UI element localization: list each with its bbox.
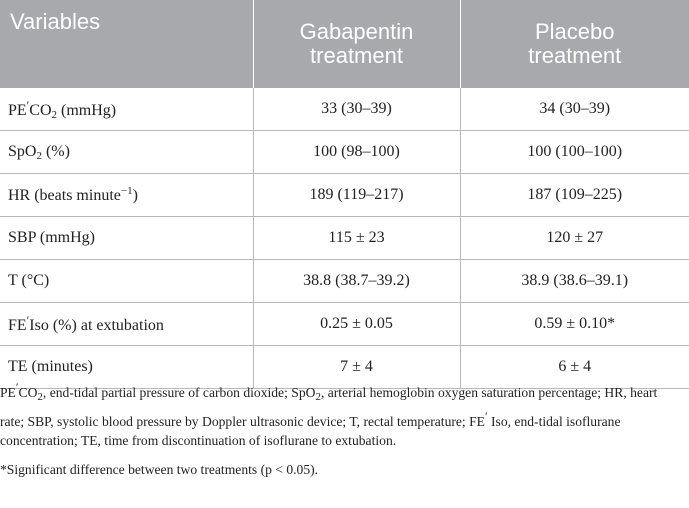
row-variable	[0, 88, 253, 131]
table-row	[0, 131, 689, 174]
row-variable: SBP (mmHg)	[0, 217, 253, 260]
variable-text: FE	[8, 317, 27, 334]
table-footnotes	[0, 378, 682, 479]
variable-text: PE	[8, 101, 27, 119]
variable-text: Iso (%) at extubation	[29, 317, 164, 334]
placebo-value: 100 (100–100)	[460, 131, 689, 174]
gabapentin-value: 115 ± 23	[253, 217, 460, 260]
table-row	[0, 174, 689, 217]
footnote-text: CO	[18, 385, 38, 400]
superscript: −1	[120, 185, 133, 197]
subscript: 2	[51, 108, 58, 121]
prime-mark: ′	[484, 409, 488, 423]
table-row	[0, 260, 689, 303]
header-placebo	[460, 0, 689, 88]
footnote-text: Iso, end-tidal isoflurane concentration; TE, time from discontinuation of isoflurane to extubation.	[0, 414, 621, 448]
gabapentin-value: 0.25 ± 0.05	[253, 303, 460, 346]
variable-text: CO	[29, 101, 52, 119]
header-row	[0, 0, 689, 88]
table-body	[0, 88, 689, 389]
header-gabapentin	[253, 0, 460, 88]
subscript: 2	[315, 391, 321, 403]
table-header	[0, 0, 689, 88]
subscript: 2	[37, 391, 43, 403]
footnote-text: , end-tidal partial pressure of carbon dioxide; SpO	[42, 385, 316, 400]
footnote-text: , arterial hemoglobin oxygen saturation percentage; HR, heart rate; SBP, systolic blood pressure by Doppler ultrasonic device; T, rectal temperature; FE	[0, 385, 658, 429]
abbreviations-note	[0, 378, 682, 450]
prime-mark: ′	[26, 97, 30, 112]
prime-mark: ′	[15, 380, 19, 394]
table-row	[0, 217, 689, 260]
row-variable: T (°C)	[0, 260, 253, 303]
header-gabapentin-line1: Gabapentin	[299, 19, 414, 44]
table-row	[0, 303, 689, 346]
variable-unit: (mmHg)	[57, 101, 117, 119]
placebo-value: 0.59 ± 0.10*	[460, 303, 689, 346]
placebo-value: 38.9 (38.6–39.1)	[460, 260, 689, 303]
variable-text: HR (beats minute	[8, 187, 121, 204]
variable-unit: (%)	[41, 142, 70, 160]
header-placebo-line1: Placebo	[534, 19, 615, 44]
row-variable	[0, 303, 253, 346]
gabapentin-value: 7 ± 4	[253, 346, 460, 389]
row-variable: TE (minutes)	[0, 346, 253, 389]
prime-mark: ′	[26, 313, 30, 327]
placebo-value: 120 ± 27	[460, 217, 689, 260]
table-row	[0, 88, 689, 131]
footnote-text: PE	[0, 385, 16, 400]
gabapentin-value: 33 (30–39)	[253, 88, 460, 131]
gabapentin-value: 38.8 (38.7–39.2)	[253, 260, 460, 303]
significance-note: *Significant difference between two treatments (p < 0.05).	[0, 462, 319, 477]
placebo-value: 34 (30–39)	[460, 88, 689, 131]
variable-text: SpO	[8, 142, 37, 160]
header-gabapentin-line2: treatment	[310, 43, 403, 68]
gabapentin-value: 100 (98–100)	[253, 131, 460, 174]
placebo-value: 6 ± 4	[460, 346, 689, 389]
header-variables: Variables	[0, 0, 253, 88]
row-variable	[0, 174, 253, 217]
subscript: 2	[36, 149, 42, 162]
variable-unit: )	[132, 187, 138, 204]
placebo-value: 187 (109–225)	[460, 174, 689, 217]
gabapentin-value: 189 (119–217)	[253, 174, 460, 217]
row-variable	[0, 131, 253, 174]
header-placebo-line2: treatment	[528, 43, 622, 68]
